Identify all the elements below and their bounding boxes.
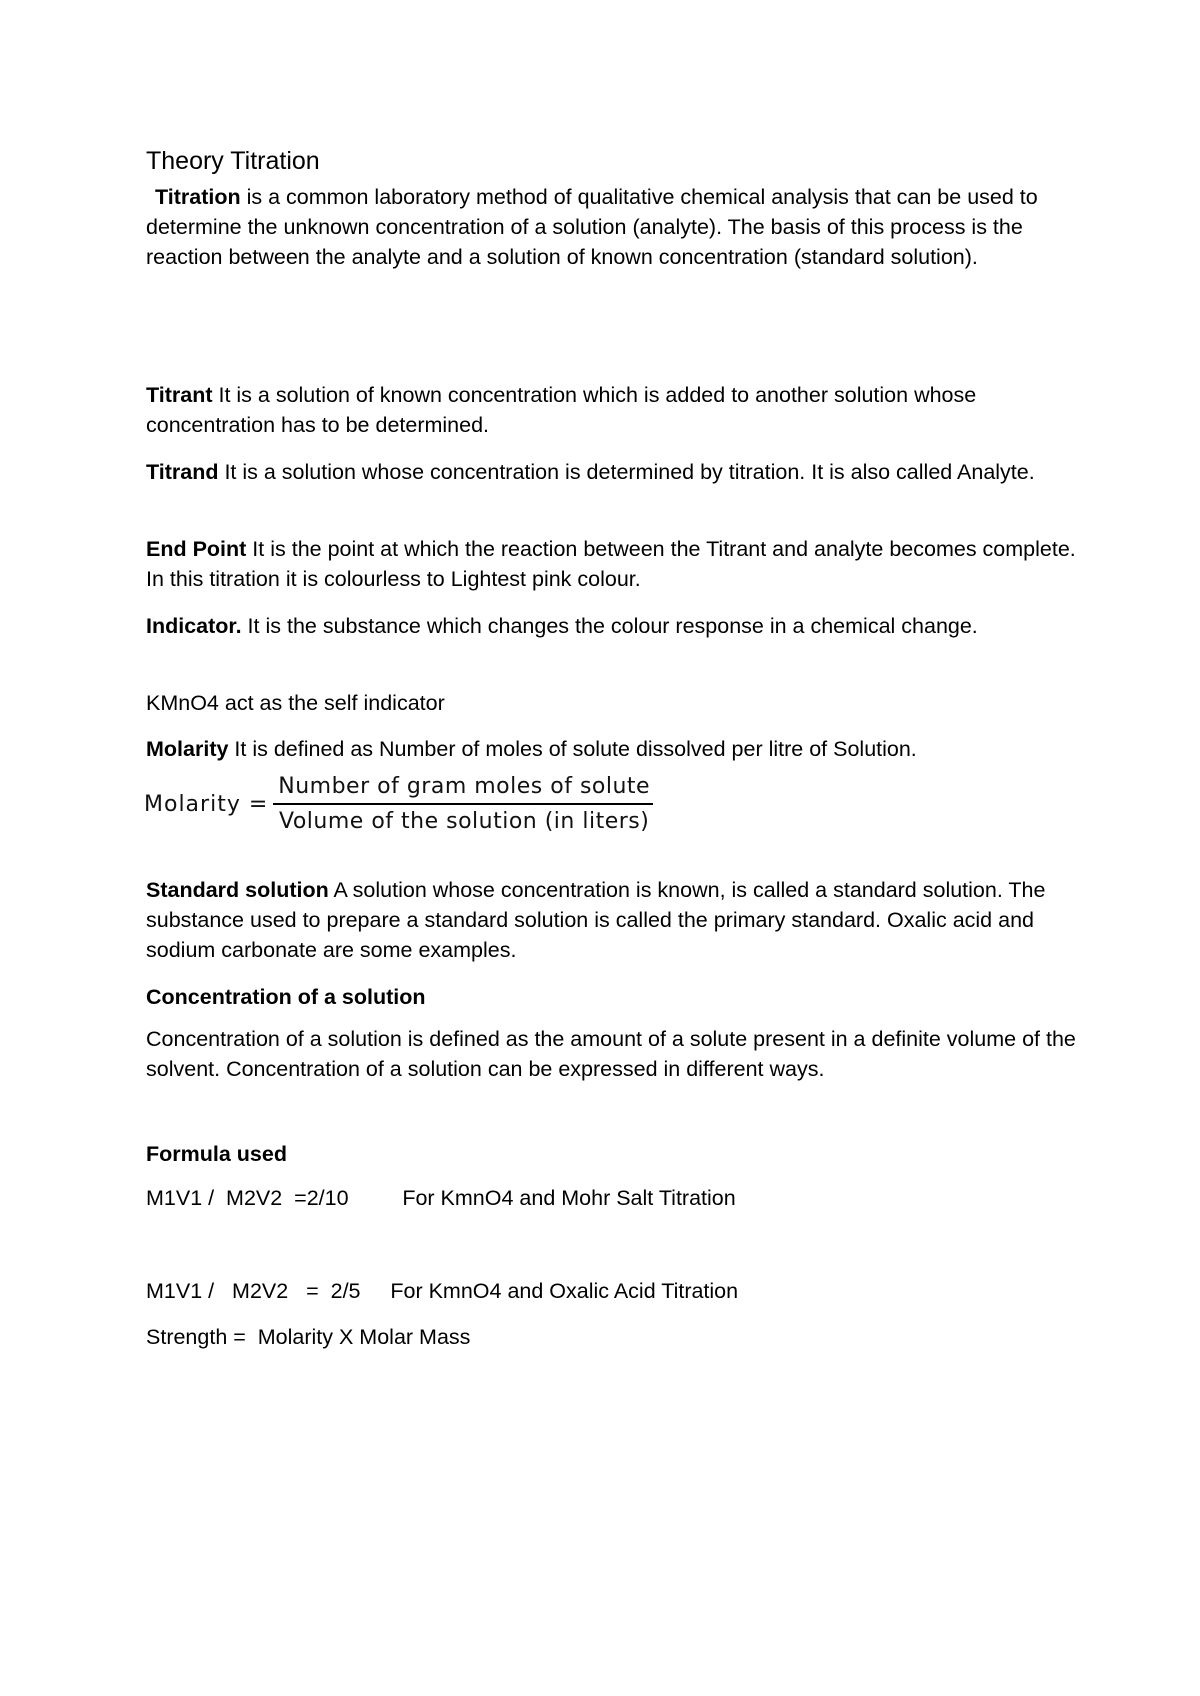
- end-point-text: It is the point at which the reaction between the Titrant and analyte becomes complete. In this titration it is colourless to Lightest pink colour.: [146, 537, 1076, 591]
- strength-formula-line: Strength = Molarity X Molar Mass: [146, 1325, 471, 1349]
- indicator-definition: [146, 611, 1076, 641]
- molarity-formula: [144, 774, 654, 834]
- indicator-term: Indicator.: [146, 614, 242, 638]
- formula-used-heading: Formula used: [146, 1142, 287, 1166]
- formula-fraction: [272, 774, 654, 834]
- molarity-term: Molarity: [146, 737, 229, 761]
- titrand-term: Titrand: [146, 460, 219, 484]
- titrand-text: It is a solution whose concentration is determined by titration. It is also called Analyte.: [218, 460, 1035, 484]
- formula-denominator: Volume of the solution (in liters): [273, 803, 653, 834]
- formula-numerator: Number of gram moles of solute: [278, 774, 651, 799]
- concentration-text: Concentration of a solution is defined as the amount of a solute present in a definite volume of the solvent. Concentration of a solution can be expressed in different ways.: [146, 1027, 1076, 1081]
- intro-paragraph: [146, 182, 1076, 272]
- end-point-term: End Point: [146, 537, 247, 561]
- indicator-text: It is the substance which changes the colour response in a chemical change.: [241, 614, 978, 638]
- molarity-definition: [146, 734, 1076, 764]
- standard-solution-term: Standard solution: [146, 878, 329, 902]
- standard-solution-text: A solution whose concentration is known, is called a standard solution. The substance used to prepare a standard solution is called the primary standard. Oxalic acid and sodium carbonate are some examples.: [146, 878, 1046, 962]
- intro-text: is a common laboratory method of qualitative chemical analysis that can be used to determine the unknown concentration of a solution (analyte). The basis of this process is the reaction between the analyte and a solution of known concentration (standard solution).: [146, 185, 1038, 269]
- titration-term: Titration: [155, 185, 241, 209]
- formula-line-mohr-salt: M1V1 / M2V2 =2/10 For KmnO4 and Mohr Salt Titration: [146, 1186, 736, 1210]
- titrant-definition: [146, 380, 1076, 440]
- titrant-term: Titrant: [146, 383, 213, 407]
- formula-line-oxalic-acid: M1V1 / M2V2 = 2/5 For KmnO4 and Oxalic Acid Titration: [146, 1279, 739, 1303]
- titrand-definition: [146, 457, 1076, 487]
- titrant-text: It is a solution of known concentration which is added to another solution whose concentration has to be determined.: [146, 383, 977, 437]
- molarity-text: It is defined as Number of moles of solute dissolved per litre of Solution.: [228, 737, 917, 761]
- standard-solution-definition: [146, 875, 1076, 965]
- self-indicator-note: KMnO4 act as the self indicator: [146, 691, 445, 715]
- page-title: Theory Titration: [146, 147, 320, 175]
- end-point-definition: [146, 534, 1076, 594]
- formula-lhs: Molarity =: [144, 791, 269, 817]
- concentration-heading: Concentration of a solution: [146, 985, 426, 1009]
